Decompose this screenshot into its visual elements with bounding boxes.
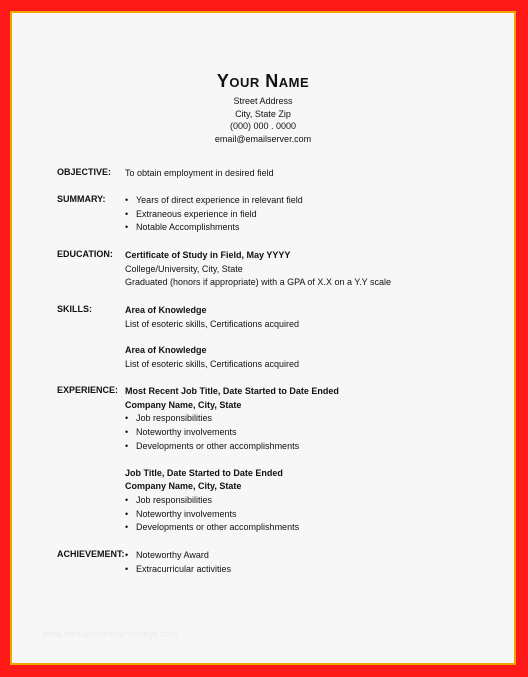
list-item: • Notable Accomplishments [125,221,495,235]
resume-page [10,11,516,665]
resume-header [12,69,514,145]
skill-title: Area of Knowledge [125,305,207,315]
list-item: • Noteworthy involvements [125,508,495,522]
bullet-icon: • [125,550,129,560]
objective-label: OBJECTIVE: [57,167,112,177]
bullet-icon: • [125,427,129,438]
phone-number: (000) 000 . 0000 [229,121,297,131]
applicant-name: Your Name [216,71,310,91]
skill-title: Area of Knowledge [125,345,207,356]
bullet-icon: • [125,563,129,574]
bullet-icon: • [125,522,129,533]
list-item: • Noteworthy involvements [125,426,495,440]
list-item: • Developments or other accomplishments [125,521,495,535]
education-title: Certificate of Study in Field, May YYYY [125,250,291,260]
watermark: www.heritagechristiancollege.com [42,629,178,639]
list-item: • Developments or other accomplishments [125,440,495,454]
city-state-zip: City, State Zip [235,108,291,119]
experience-label: EXPERIENCE: [57,385,119,395]
education-school: College/University, City, State [125,263,243,274]
bullet-icon: • [125,440,129,451]
bullet-icon: • [125,494,129,505]
job-company: Company Name, City, State [125,481,242,492]
bullet-icon: • [125,208,129,219]
skills-label: SKILLS: [57,304,92,314]
list-item: • Job responsibilities [125,412,495,426]
skill-detail: List of esoteric skills, Certifications acquired [125,359,300,370]
achievement-label: ACHIEVEMENT: [57,549,125,559]
list-item: • Extracurricular activities [125,563,495,577]
list-item: • Job responsibilities [125,494,495,508]
education-label: EDUCATION: [57,249,113,259]
skill-detail: List of esoteric skills, Certifications acquired [125,318,300,329]
list-item: • Years of direct experience in relevant field [125,194,495,208]
job-title: Job Title, Date Started to Date Ended [125,467,283,478]
job-company: Company Name, City, State [125,399,242,410]
email-address: email@emailserver.com [214,133,312,144]
bullet-icon: • [125,222,129,233]
objective-text: To obtain employment in desired field [125,168,274,178]
job-title: Most Recent Job Title, Date Started to Date Ended [125,386,339,396]
street-address: Street Address [233,96,293,106]
list-item: • Noteworthy Award [125,549,495,563]
summary-label: SUMMARY: [57,194,106,204]
education-detail: Graduated (honors if appropriate) with a GPA of X.X on a Y.Y scale [125,277,391,288]
bullet-icon: • [125,413,129,424]
bullet-icon: • [125,195,129,205]
bullet-icon: • [125,508,129,519]
list-item: • Extraneous experience in field [125,208,495,222]
